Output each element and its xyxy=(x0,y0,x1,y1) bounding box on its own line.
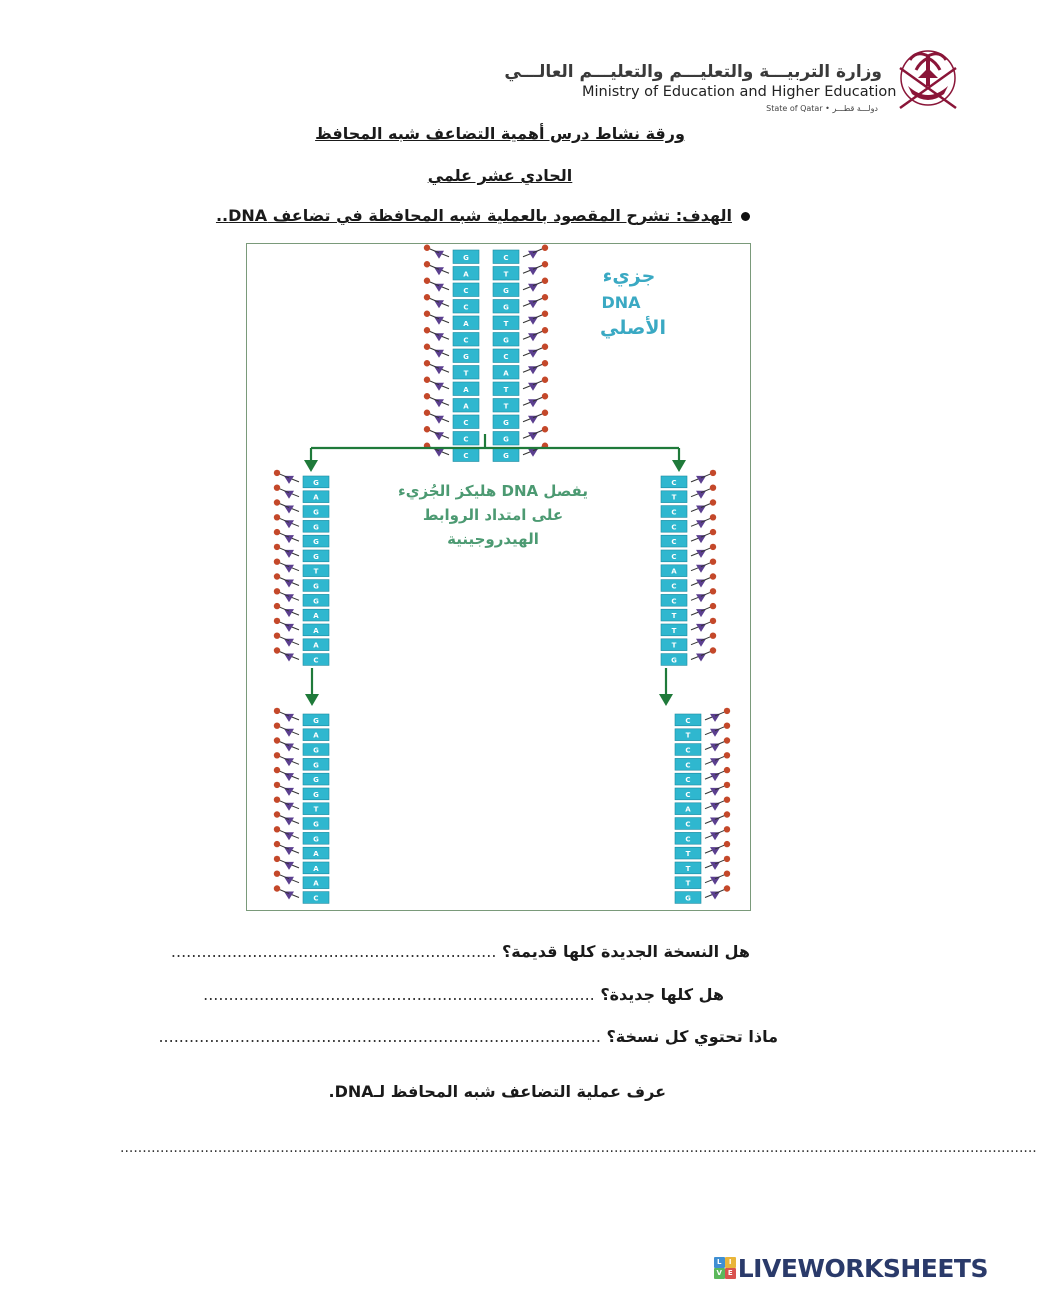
phosphate-mark xyxy=(710,470,716,476)
qatar-emblem-logo xyxy=(894,42,962,116)
question-1 xyxy=(171,942,750,961)
sugar-mark xyxy=(696,639,706,647)
base-letter: C xyxy=(671,582,677,591)
phosphate-mark xyxy=(724,797,730,803)
phosphate-mark xyxy=(274,737,280,743)
label-original-line2: DNA xyxy=(601,293,641,312)
phosphate-mark xyxy=(710,559,716,565)
answer-line[interactable]: .............................................................................................................................................................................................................. xyxy=(120,1140,1037,1156)
question-1-text: هل النسخة الجديدة كلها قديمة؟ xyxy=(502,942,750,961)
phosphate-mark xyxy=(274,470,280,476)
sugar-mark xyxy=(710,847,720,855)
sugar-mark xyxy=(710,714,720,722)
sugar-mark xyxy=(528,366,538,374)
define-prompt: عرف عملية التضاعف شبه المحافظ لـDNA. xyxy=(328,1082,666,1101)
base-letter: G xyxy=(313,597,319,606)
base-letter: T xyxy=(671,612,677,621)
base-letter: G xyxy=(685,894,691,903)
sugar-mark xyxy=(284,520,294,528)
label-original-line1: جزيء xyxy=(602,265,656,287)
sugar-mark xyxy=(284,803,294,811)
phosphate-mark xyxy=(424,327,430,333)
sugar-mark xyxy=(434,284,444,292)
goal-text: الهدف: تشرح المقصود بالعملية شبه المحافظة في تضاعف DNA.. xyxy=(215,206,732,225)
split-arrows xyxy=(304,434,686,706)
phosphate-mark xyxy=(542,294,548,300)
phosphate-mark xyxy=(274,647,280,653)
phosphate-mark xyxy=(724,826,730,832)
sugar-mark xyxy=(528,350,538,358)
phosphate-mark xyxy=(424,311,430,317)
sugar-mark xyxy=(528,432,538,440)
label-separate-line3: الهيدروجينية xyxy=(447,530,539,548)
base-letter: G xyxy=(313,761,319,770)
sugar-mark xyxy=(284,491,294,499)
dna-diagram xyxy=(247,244,752,912)
base-letter: C xyxy=(503,352,509,361)
sugar-mark xyxy=(284,714,294,722)
sugar-mark xyxy=(284,744,294,752)
base-letter: C xyxy=(503,253,509,262)
base-letter: T xyxy=(671,626,677,635)
phosphate-mark xyxy=(424,377,430,383)
sugar-mark xyxy=(284,832,294,840)
sugar-mark xyxy=(710,803,720,811)
sugar-mark xyxy=(284,594,294,602)
sugar-mark xyxy=(284,862,294,870)
sugar-mark xyxy=(284,877,294,885)
base-letter: T xyxy=(503,385,509,394)
base-letter: C xyxy=(313,656,319,665)
base-letter: G xyxy=(313,478,319,487)
sugar-mark xyxy=(284,565,294,573)
liveworksheets-icon: L I V E xyxy=(714,1257,736,1279)
sugar-mark xyxy=(696,491,706,499)
base-letter: G xyxy=(503,435,509,444)
sugar-mark xyxy=(528,317,538,325)
sugar-mark xyxy=(528,383,538,391)
sugar-mark xyxy=(434,350,444,358)
base-letter: C xyxy=(671,597,677,606)
base-letter: G xyxy=(313,508,319,517)
phosphate-mark xyxy=(710,529,716,535)
phosphate-mark xyxy=(274,485,280,491)
base-letter: A xyxy=(685,805,691,814)
base-letter: C xyxy=(685,716,691,725)
phosphate-mark xyxy=(710,573,716,579)
sugar-mark xyxy=(284,773,294,781)
sugar-mark xyxy=(284,609,294,617)
sugar-mark xyxy=(696,520,706,528)
phosphate-mark xyxy=(542,344,548,350)
sugar-mark xyxy=(284,654,294,662)
sugar-mark xyxy=(284,506,294,514)
base-letter: A xyxy=(313,850,319,859)
base-letter: G xyxy=(313,716,319,725)
phosphate-mark xyxy=(542,311,548,317)
base-letter: C xyxy=(463,435,469,444)
label-original-line3: الأصلي xyxy=(600,317,666,339)
phosphate-mark xyxy=(724,752,730,758)
base-letter: C xyxy=(685,790,691,799)
base-letter: T xyxy=(313,805,319,814)
sugar-mark xyxy=(434,432,444,440)
base-letter: C xyxy=(685,761,691,770)
sugar-mark xyxy=(284,892,294,900)
grade-label: الحادي عشر علمي xyxy=(427,166,573,185)
base-letter: G xyxy=(671,656,677,665)
sugar-mark xyxy=(434,251,444,259)
sugar-mark xyxy=(528,284,538,292)
sugar-mark xyxy=(528,267,538,275)
base-letter: A xyxy=(313,641,319,650)
question-1-answer-dots[interactable]: ................................................................ xyxy=(170,942,497,961)
base-letter: G xyxy=(313,790,319,799)
sugar-mark xyxy=(528,300,538,308)
base-letter: G xyxy=(463,352,469,361)
base-letter: G xyxy=(313,820,319,829)
sugar-mark xyxy=(284,818,294,826)
separated-strand-right xyxy=(661,470,716,666)
phosphate-mark xyxy=(424,245,430,251)
phosphate-mark xyxy=(542,410,548,416)
base-letter: A xyxy=(313,493,319,502)
phosphate-mark xyxy=(710,544,716,550)
phosphate-mark xyxy=(424,410,430,416)
ministry-name-arabic: وزارة التربيـــة والتعليـــم والتعليـــم العالـــي xyxy=(504,62,882,82)
base-letter: T xyxy=(685,879,691,888)
base-letter: C xyxy=(671,508,677,517)
ministry-name-english: Ministry of Education and Higher Education xyxy=(582,84,897,100)
sugar-mark xyxy=(710,877,720,885)
base-letter: T xyxy=(671,641,677,650)
phosphate-mark xyxy=(274,499,280,505)
sugar-mark xyxy=(696,476,706,484)
phosphate-mark xyxy=(724,841,730,847)
base-letter: G xyxy=(313,746,319,755)
question-2 xyxy=(203,985,724,1004)
question-3-text: ماذا تحتوي كل نسخة؟ xyxy=(606,1027,778,1046)
phosphate-mark xyxy=(724,708,730,714)
sugar-mark xyxy=(696,535,706,543)
base-letter: C xyxy=(463,286,469,295)
sugar-mark xyxy=(710,773,720,781)
phosphate-mark xyxy=(542,377,548,383)
separate-helix-label xyxy=(398,482,588,548)
phosphate-mark xyxy=(710,603,716,609)
sugar-mark xyxy=(284,580,294,588)
base-letter: A xyxy=(313,864,319,873)
base-letter: G xyxy=(503,303,509,312)
sugar-mark xyxy=(528,399,538,407)
phosphate-mark xyxy=(724,885,730,891)
phosphate-mark xyxy=(274,633,280,639)
question-3-answer-dots[interactable]: ....................................................................................... xyxy=(158,1027,601,1046)
base-letter: C xyxy=(463,451,469,460)
original-strand-right xyxy=(493,245,548,462)
base-letter: C xyxy=(313,894,319,903)
sugar-mark xyxy=(710,744,720,752)
sugar-mark xyxy=(434,399,444,407)
copy-strand-right xyxy=(675,708,730,904)
goal-bullet xyxy=(741,212,750,221)
sugar-mark xyxy=(434,366,444,374)
sugar-mark xyxy=(284,758,294,766)
sugar-mark xyxy=(710,892,720,900)
phosphate-mark xyxy=(542,278,548,284)
base-letter: A xyxy=(671,567,677,576)
phosphate-mark xyxy=(724,856,730,862)
phosphate-mark xyxy=(274,797,280,803)
phosphate-mark xyxy=(274,752,280,758)
sugar-mark xyxy=(710,729,720,737)
sugar-mark xyxy=(284,788,294,796)
base-letter: C xyxy=(463,418,469,427)
base-letter: C xyxy=(463,336,469,345)
sugar-mark xyxy=(710,862,720,870)
phosphate-mark xyxy=(710,633,716,639)
sugar-mark xyxy=(284,624,294,632)
copy-strand-left xyxy=(274,708,329,904)
sugar-mark xyxy=(528,449,538,457)
phosphate-mark xyxy=(542,426,548,432)
phosphate-mark xyxy=(274,841,280,847)
base-letter: A xyxy=(463,402,469,411)
sugar-mark xyxy=(434,416,444,424)
base-letter: G xyxy=(463,253,469,262)
phosphate-mark xyxy=(274,782,280,788)
sugar-mark xyxy=(434,317,444,325)
sugar-mark xyxy=(710,758,720,766)
phosphate-mark xyxy=(274,588,280,594)
separated-strand-left xyxy=(274,470,329,666)
sugar-mark xyxy=(434,333,444,341)
phosphate-mark xyxy=(710,485,716,491)
phosphate-mark xyxy=(710,514,716,520)
base-letter: C xyxy=(685,835,691,844)
base-letter: G xyxy=(503,286,509,295)
liveworksheets-logo xyxy=(714,1253,988,1283)
phosphate-mark xyxy=(274,885,280,891)
base-letter: T xyxy=(503,270,509,279)
phosphate-mark xyxy=(710,618,716,624)
base-letter: G xyxy=(313,552,319,561)
base-letter: C xyxy=(685,776,691,785)
sugar-mark xyxy=(528,251,538,259)
base-letter: A xyxy=(313,879,319,888)
phosphate-mark xyxy=(274,514,280,520)
base-letter: C xyxy=(671,523,677,532)
phosphate-mark xyxy=(274,723,280,729)
sugar-mark xyxy=(696,624,706,632)
base-letter: C xyxy=(671,552,677,561)
base-letter: A xyxy=(313,612,319,621)
base-letter: T xyxy=(503,402,509,411)
phosphate-mark xyxy=(542,360,548,366)
base-letter: C xyxy=(685,820,691,829)
original-dna-label xyxy=(600,265,666,339)
phosphate-mark xyxy=(724,767,730,773)
base-letter: C xyxy=(463,303,469,312)
dna-replication-figure xyxy=(246,243,751,911)
phosphate-mark xyxy=(724,871,730,877)
base-letter: G xyxy=(503,451,509,460)
phosphate-mark xyxy=(274,603,280,609)
base-letter: G xyxy=(313,523,319,532)
sugar-mark xyxy=(696,506,706,514)
phosphate-mark xyxy=(274,871,280,877)
base-letter: A xyxy=(313,731,319,740)
phosphate-mark xyxy=(710,499,716,505)
base-letter: A xyxy=(313,626,319,635)
liveworksheets-brand: LIVEWORKSHEETS xyxy=(737,1253,988,1283)
sugar-mark xyxy=(696,654,706,662)
label-separate-line2: على امتداد الروابط xyxy=(422,506,564,524)
phosphate-mark xyxy=(274,618,280,624)
sugar-mark xyxy=(284,639,294,647)
sugar-mark xyxy=(696,565,706,573)
base-letter: T xyxy=(685,850,691,859)
worksheet-title: ورقة نشاط درس أهمية التضاعف شبه المحافظ xyxy=(315,124,685,143)
sugar-mark xyxy=(696,580,706,588)
phosphate-mark xyxy=(724,723,730,729)
phosphate-mark xyxy=(274,811,280,817)
phosphate-mark xyxy=(274,529,280,535)
phosphate-mark xyxy=(424,344,430,350)
phosphate-mark xyxy=(710,588,716,594)
sugar-mark xyxy=(528,416,538,424)
base-letter: G xyxy=(313,538,319,547)
phosphate-mark xyxy=(424,426,430,432)
base-letter: C xyxy=(685,746,691,755)
ministry-header xyxy=(504,62,897,113)
phosphate-mark xyxy=(274,767,280,773)
base-letter: G xyxy=(313,582,319,591)
phosphate-mark xyxy=(724,782,730,788)
sugar-mark xyxy=(284,847,294,855)
phosphate-mark xyxy=(710,647,716,653)
sugar-mark xyxy=(284,476,294,484)
phosphate-mark xyxy=(542,327,548,333)
phosphate-mark xyxy=(274,559,280,565)
sugar-mark xyxy=(434,383,444,391)
sugar-mark xyxy=(710,832,720,840)
phosphate-mark xyxy=(542,393,548,399)
sugar-mark xyxy=(710,788,720,796)
question-2-answer-dots[interactable]: ............................................................................. xyxy=(203,985,595,1004)
question-3 xyxy=(158,1027,778,1046)
base-letter: G xyxy=(503,418,509,427)
phosphate-mark xyxy=(424,360,430,366)
phosphate-mark xyxy=(274,826,280,832)
sugar-mark xyxy=(696,609,706,617)
phosphate-mark xyxy=(724,737,730,743)
base-letter: T xyxy=(671,493,677,502)
question-2-text: هل كلها جديدة؟ xyxy=(600,985,724,1004)
base-letter: T xyxy=(685,864,691,873)
base-letter: G xyxy=(313,835,319,844)
base-letter: G xyxy=(313,776,319,785)
base-letter: A xyxy=(463,385,469,394)
base-letter: T xyxy=(313,567,319,576)
sugar-mark xyxy=(284,535,294,543)
sugar-mark xyxy=(696,550,706,558)
base-letter: C xyxy=(671,478,677,487)
base-letter: C xyxy=(671,538,677,547)
sugar-mark xyxy=(434,300,444,308)
original-strand-left xyxy=(424,245,479,462)
phosphate-mark xyxy=(424,261,430,267)
base-letter: A xyxy=(463,319,469,328)
sugar-mark xyxy=(696,594,706,602)
phosphate-mark xyxy=(274,708,280,714)
phosphate-mark xyxy=(424,294,430,300)
sugar-mark xyxy=(434,267,444,275)
base-letter: A xyxy=(503,369,509,378)
phosphate-mark xyxy=(424,278,430,284)
state-label: State of Qatar • دولـــة قطـــر xyxy=(766,104,878,113)
phosphate-mark xyxy=(274,573,280,579)
base-letter: A xyxy=(463,270,469,279)
sugar-mark xyxy=(710,818,720,826)
base-letter: T xyxy=(685,731,691,740)
label-separate-line1: يفصل DNA هليكز الجُزيء xyxy=(398,482,588,500)
phosphate-mark xyxy=(542,261,548,267)
phosphate-mark xyxy=(542,245,548,251)
phosphate-mark xyxy=(274,544,280,550)
sugar-mark xyxy=(284,729,294,737)
phosphate-mark xyxy=(274,856,280,862)
phosphate-mark xyxy=(424,393,430,399)
base-letter: T xyxy=(463,369,469,378)
phosphate-mark xyxy=(724,811,730,817)
sugar-mark xyxy=(434,449,444,457)
base-letter: G xyxy=(503,336,509,345)
sugar-mark xyxy=(528,333,538,341)
sugar-mark xyxy=(284,550,294,558)
base-letter: T xyxy=(503,319,509,328)
